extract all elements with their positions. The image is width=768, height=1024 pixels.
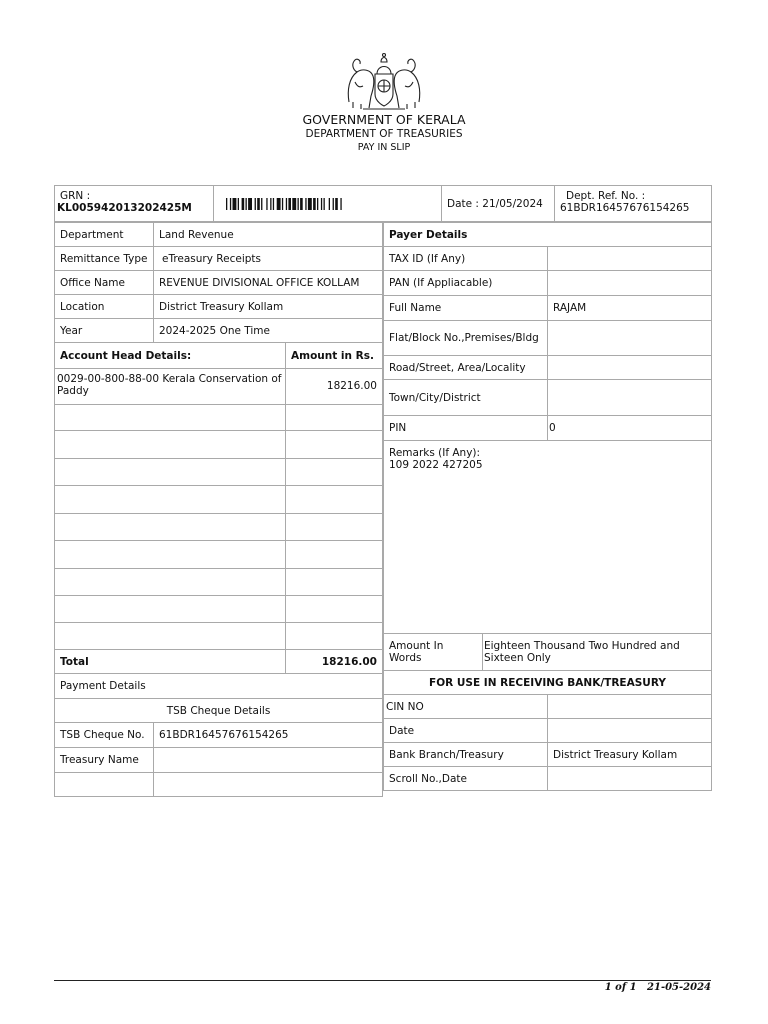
amount-empty-row <box>285 595 383 623</box>
total-label: Total <box>54 649 286 674</box>
amount-empty-row <box>285 458 383 486</box>
tax-id-label: TAX ID (If Any) <box>383 246 548 271</box>
full-name-value: RAJAM <box>547 295 712 321</box>
amount-empty-row <box>285 568 383 596</box>
page-info: 1 of 1 21-05-2024 <box>604 982 711 993</box>
account-amount-entry: 18216.00 <box>285 368 383 405</box>
account-empty-row <box>54 458 286 486</box>
account-empty-row <box>54 404 286 431</box>
account-empty-row <box>54 622 286 650</box>
remarks-label: Remarks (If Any): <box>389 447 481 459</box>
slip-title: PAY IN SLIP <box>357 142 411 153</box>
remittance-type-value: eTreasury Receipts <box>153 246 383 271</box>
pan-label: PAN (If Appliacable) <box>383 270 548 296</box>
road-value <box>547 355 712 380</box>
barcode-icon <box>226 198 398 210</box>
account-empty-row <box>54 595 286 623</box>
bank-date-value <box>547 718 712 743</box>
town-value <box>547 379 712 416</box>
account-empty-row <box>54 513 286 541</box>
department-value: Land Revenue <box>153 222 383 247</box>
remittance-type-label: Remittance Type <box>54 246 154 271</box>
tsb-cheque-header: TSB Cheque Details <box>54 698 383 723</box>
year-label: Year <box>54 318 154 343</box>
amount-empty-row <box>285 430 383 459</box>
treasury-name-value <box>153 747 383 773</box>
grn-cell <box>54 185 214 222</box>
government-title: GOVERNMENT OF KERALA <box>302 112 466 127</box>
tsb-cheque-label: TSB Cheque No. <box>54 722 154 748</box>
treasury-name-label: Treasury Name <box>54 747 154 773</box>
account-empty-row <box>54 430 286 459</box>
flat-label: Flat/Block No.,Premises/Bldg <box>383 320 548 356</box>
grn-label: GRN : <box>60 190 91 202</box>
amount-in-words-value: Eighteen Thousand Two Hundred and Sixteen Only <box>482 633 712 671</box>
payment-details-label: Payment Details <box>54 673 383 699</box>
location-label: Location <box>54 294 154 319</box>
amount-in-words-label: Amount In Words <box>383 633 483 671</box>
empty-cell <box>54 772 154 797</box>
bank-section-title: FOR USE IN RECEIVING BANK/TREASURY <box>383 670 712 695</box>
dept-ref-value: 61BDR16457676154265 <box>560 202 690 214</box>
flat-value <box>547 320 712 356</box>
bank-branch-label: Bank Branch/Treasury <box>383 742 548 767</box>
account-empty-row <box>54 485 286 514</box>
road-label: Road/Street, Area/Locality <box>383 355 548 380</box>
bank-branch-value: District Treasury Kollam <box>547 742 712 767</box>
grn-value: KL005942013202425M <box>57 202 192 214</box>
town-label: Town/City/District <box>383 379 548 416</box>
dept-ref-label: Dept. Ref. No. : <box>566 190 646 202</box>
cin-value <box>547 694 712 719</box>
dept-ref-cell <box>554 185 712 222</box>
amount-label: Amount in Rs. <box>285 342 383 369</box>
remarks-cell <box>383 440 712 634</box>
pin-value: 0 <box>547 415 712 441</box>
remarks-value: 109 2022 427205 <box>389 459 483 471</box>
empty-cell <box>153 772 383 797</box>
year-value: 2024-2025 One Time <box>153 318 383 343</box>
cin-label: CIN NO <box>383 694 548 719</box>
office-name-label: Office Name <box>54 270 154 295</box>
scroll-label: Scroll No.,Date <box>383 766 548 791</box>
tax-id-value <box>547 246 712 271</box>
amount-empty-row <box>285 540 383 569</box>
bank-date-label: Date <box>383 718 548 743</box>
office-name-value: REVENUE DIVISIONAL OFFICE KOLLAM <box>153 270 383 295</box>
department-label: Department <box>54 222 154 247</box>
total-value: 18216.00 <box>285 649 383 674</box>
pan-value <box>547 270 712 296</box>
scroll-value <box>547 766 712 791</box>
account-head-entry: 0029-00-800-88-00 Kerala Conservation of Paddy <box>54 368 286 405</box>
account-empty-row <box>54 568 286 596</box>
pin-label: PIN <box>383 415 548 441</box>
amount-empty-row <box>285 622 383 650</box>
kerala-state-emblem-icon <box>343 52 425 112</box>
account-head-label: Account Head Details: <box>54 342 286 369</box>
amount-empty-row <box>285 513 383 541</box>
date-text: Date : 21/05/2024 <box>447 197 543 210</box>
department-title: DEPARTMENT OF TREASURIES <box>305 128 463 140</box>
amount-empty-row <box>285 485 383 514</box>
tsb-cheque-value: 61BDR16457676154265 <box>153 722 383 748</box>
date-cell <box>441 185 555 222</box>
location-value: District Treasury Kollam <box>153 294 383 319</box>
amount-empty-row <box>285 404 383 431</box>
footer-divider <box>54 980 711 981</box>
full-name-label: Full Name <box>383 295 548 321</box>
payer-details-title: Payer Details <box>383 222 712 247</box>
account-empty-row <box>54 540 286 569</box>
